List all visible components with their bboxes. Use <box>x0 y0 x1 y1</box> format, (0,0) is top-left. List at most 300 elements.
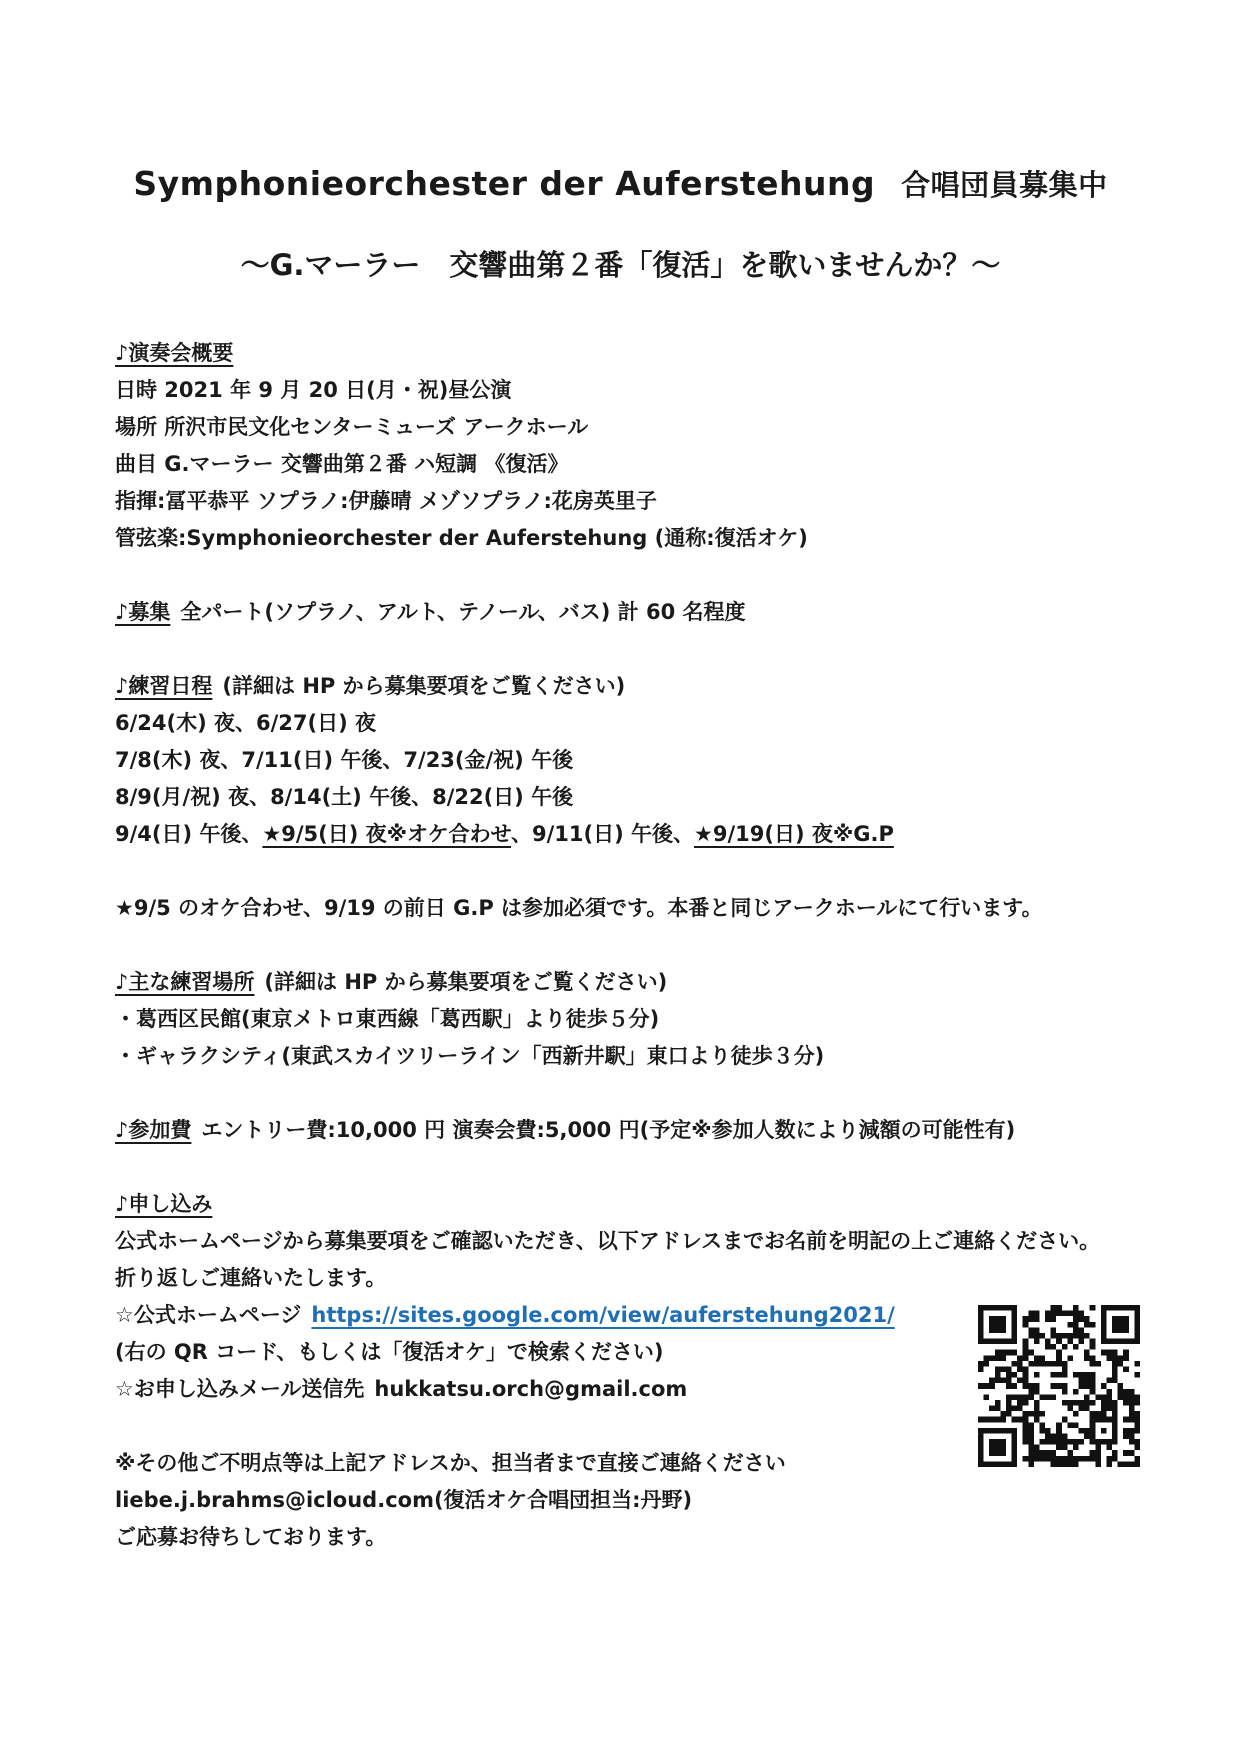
page-title <box>0 163 1241 204</box>
qr-module <box>1006 1411 1012 1417</box>
qr-module <box>1095 1461 1101 1467</box>
qr-module <box>1095 1445 1101 1451</box>
qr-module <box>1106 1350 1112 1356</box>
qr-module <box>989 1439 995 1445</box>
qr-module <box>1090 1450 1096 1456</box>
qr-module <box>1006 1350 1012 1356</box>
qr-module <box>1101 1339 1107 1345</box>
qr-module <box>1000 1417 1006 1423</box>
qr-module <box>1106 1400 1112 1406</box>
qr-module <box>978 1461 984 1467</box>
qr-module <box>1062 1417 1068 1423</box>
qr-module <box>1101 1428 1107 1434</box>
qr-module <box>1028 1316 1034 1322</box>
schedule-sep-11: 、9/11(日) 午後、 <box>511 822 695 846</box>
qr-module <box>1000 1445 1006 1451</box>
qr-module <box>1023 1344 1029 1350</box>
qr-module <box>1034 1316 1040 1322</box>
qr-module <box>1028 1350 1034 1356</box>
qr-module <box>1134 1428 1140 1434</box>
qr-module <box>1056 1350 1062 1356</box>
qr-module <box>1084 1350 1090 1356</box>
qr-module <box>1129 1400 1135 1406</box>
qr-module <box>1134 1422 1140 1428</box>
qr-module <box>1034 1355 1040 1361</box>
qr-module <box>978 1366 984 1372</box>
qr-module <box>1012 1383 1018 1389</box>
qr-module <box>1034 1372 1040 1378</box>
qr-module <box>1123 1400 1129 1406</box>
qr-module <box>1084 1394 1090 1400</box>
qr-module <box>995 1378 1001 1384</box>
qr-module <box>1028 1333 1034 1339</box>
qr-module <box>1023 1417 1029 1423</box>
qr-module <box>1023 1400 1029 1406</box>
schedule-row-august: 8/9(月/祝) 夜、8/14(土) 午後、8/22(日) 午後 <box>115 785 574 809</box>
qr-module <box>1134 1311 1140 1317</box>
qr-module <box>1067 1461 1073 1467</box>
qr-module <box>995 1366 1001 1372</box>
qr-module <box>1112 1433 1118 1439</box>
qr-module <box>989 1355 995 1361</box>
qr-module <box>1095 1450 1101 1456</box>
qr-module <box>1118 1361 1124 1367</box>
qr-module <box>1129 1461 1135 1467</box>
qr-module <box>978 1316 984 1322</box>
qr-module <box>1129 1417 1135 1423</box>
qr-module <box>1045 1433 1051 1439</box>
qr-module <box>1112 1428 1118 1434</box>
qr-module <box>1023 1411 1029 1417</box>
qr-module <box>1106 1339 1112 1345</box>
qr-module <box>1095 1361 1101 1367</box>
concert-date: 日時 2021 年 9 月 20 日(月・祝)昼公演 <box>115 378 512 402</box>
qr-module <box>1000 1439 1006 1445</box>
qr-module <box>995 1355 1001 1361</box>
qr-module <box>1123 1305 1129 1311</box>
qr-module <box>1112 1355 1118 1361</box>
qr-module <box>1051 1461 1057 1467</box>
qr-module <box>1039 1361 1045 1367</box>
qr-module <box>989 1305 995 1311</box>
qr-module <box>978 1333 984 1339</box>
hp-link[interactable]: https://sites.google.com/view/auferstehung2021/ <box>311 1303 895 1327</box>
qr-module <box>1034 1383 1040 1389</box>
qr-module <box>1012 1305 1018 1311</box>
qr-module <box>1017 1417 1023 1423</box>
qr-module <box>1034 1311 1040 1317</box>
qr-module <box>1134 1316 1140 1322</box>
qr-module <box>984 1428 990 1434</box>
qr-module <box>1073 1333 1079 1339</box>
qr-module <box>1062 1400 1068 1406</box>
qr-module <box>1129 1433 1135 1439</box>
qr-module <box>978 1339 984 1345</box>
title-jp: 合唱団員募集中 <box>901 168 1108 202</box>
qr-module <box>1056 1439 1062 1445</box>
apply-mail-line <box>115 1371 1125 1408</box>
qr-module <box>1118 1322 1124 1328</box>
qr-module <box>1062 1439 1068 1445</box>
qr-module <box>1090 1400 1096 1406</box>
apply-line-1: 公式ホームページから募集要項をご確認いただき、以下アドレスまでお名前を明記の上ご連絡ください。 <box>115 1229 1101 1253</box>
qr-module <box>1023 1339 1029 1345</box>
qr-module <box>1112 1361 1118 1367</box>
qr-module <box>1084 1400 1090 1406</box>
qr-module <box>1034 1400 1040 1406</box>
qr-module <box>1090 1339 1096 1345</box>
qr-module <box>1012 1361 1018 1367</box>
schedule-sep-19: ★9/19(日) 夜※G.P <box>694 822 894 846</box>
qr-module <box>984 1461 990 1467</box>
qr-module <box>1118 1394 1124 1400</box>
qr-module <box>1073 1456 1079 1462</box>
qr-module <box>1073 1461 1079 1467</box>
qr-module <box>1123 1327 1129 1333</box>
qr-module <box>1101 1383 1107 1389</box>
qr-module <box>1112 1406 1118 1412</box>
mail-address[interactable]: hukkatsu.orch@gmail.com <box>374 1377 688 1401</box>
qr-module <box>1101 1400 1107 1406</box>
qr-module <box>978 1327 984 1333</box>
qr-module <box>995 1322 1001 1328</box>
qr-module <box>1006 1383 1012 1389</box>
qr-module <box>1028 1422 1034 1428</box>
qr-module <box>1028 1361 1034 1367</box>
qr-module <box>1134 1394 1140 1400</box>
contact-line-1: ※その他ご不明点等は上記アドレスか、担当者まで直接ご連絡ください <box>115 1451 786 1475</box>
qr-module <box>1012 1316 1018 1322</box>
qr-module <box>1112 1411 1118 1417</box>
qr-module <box>1118 1389 1124 1395</box>
qr-module <box>1056 1355 1062 1361</box>
qr-module <box>1023 1372 1029 1378</box>
qr-module <box>978 1428 984 1434</box>
qr-module <box>1084 1333 1090 1339</box>
qr-module <box>1000 1339 1006 1345</box>
qr-module <box>1000 1327 1006 1333</box>
mandatory-notice: ★9/5 のオケ合わせ、9/19 の前日 G.P は参加必須です。本番と同じアークホールにて行います。 <box>115 896 1043 920</box>
qr-module <box>1006 1406 1012 1412</box>
qr-module <box>1062 1383 1068 1389</box>
qr-module <box>995 1372 1001 1378</box>
fee-line <box>115 1112 1125 1149</box>
qr-module <box>1134 1400 1140 1406</box>
qr-module <box>995 1406 1001 1412</box>
qr-module <box>1017 1406 1023 1412</box>
qr-module <box>1023 1316 1029 1322</box>
qr-module <box>1073 1322 1079 1328</box>
qr-module <box>1101 1350 1107 1356</box>
qr-module <box>1090 1417 1096 1423</box>
qr-module <box>1028 1456 1034 1462</box>
qr-module <box>984 1394 990 1400</box>
qr-module <box>1073 1316 1079 1322</box>
qr-module <box>1062 1445 1068 1451</box>
qr-module <box>1006 1366 1012 1372</box>
qr-module <box>978 1433 984 1439</box>
qr-module <box>1056 1372 1062 1378</box>
qr-module <box>1118 1305 1124 1311</box>
qr-module <box>1101 1406 1107 1412</box>
qr-module <box>1084 1383 1090 1389</box>
qr-module <box>1006 1378 1012 1384</box>
qr-module <box>1056 1433 1062 1439</box>
qr-module <box>1000 1461 1006 1467</box>
qr-module <box>1134 1411 1140 1417</box>
qr-module <box>1034 1456 1040 1462</box>
qr-module <box>1056 1461 1062 1467</box>
qr-module <box>1101 1439 1107 1445</box>
schedule-heading: ♪練習日程 <box>115 674 213 698</box>
qr-module <box>1000 1305 1006 1311</box>
qr-module <box>1023 1428 1029 1434</box>
qr-module <box>1101 1316 1107 1322</box>
contact-line-3: ご応募お待ちしております。 <box>115 1525 387 1549</box>
qr-module <box>989 1322 995 1328</box>
qr-module <box>978 1456 984 1462</box>
qr-module <box>1023 1383 1029 1389</box>
qr-module <box>1000 1450 1006 1456</box>
qr-module <box>1067 1311 1073 1317</box>
qr-module <box>1045 1428 1051 1434</box>
qr-module <box>1123 1389 1129 1395</box>
qr-module <box>1084 1456 1090 1462</box>
qr-module <box>1079 1333 1085 1339</box>
venue-item-galaxcity: ・ギャラクシティ(東武スカイツリーライン「西新井駅」東口より徒歩３分) <box>115 1044 825 1068</box>
qr-module <box>1067 1355 1073 1361</box>
qr-module <box>1106 1305 1112 1311</box>
qr-module <box>1023 1433 1029 1439</box>
qr-module <box>978 1311 984 1317</box>
qr-module <box>1051 1327 1057 1333</box>
qr-module <box>1106 1445 1112 1451</box>
qr-module <box>1129 1339 1135 1345</box>
qr-module <box>995 1350 1001 1356</box>
qr-module <box>989 1445 995 1451</box>
qr-module <box>1079 1311 1085 1317</box>
qr-module <box>1106 1439 1112 1445</box>
qr-module <box>1062 1389 1068 1395</box>
qr-module <box>1023 1378 1029 1384</box>
qr-module <box>1056 1361 1062 1367</box>
qr-module <box>1034 1327 1040 1333</box>
qr-module <box>1106 1389 1112 1395</box>
qr-module <box>1028 1389 1034 1395</box>
qr-module <box>989 1406 995 1412</box>
qr-module <box>1090 1433 1096 1439</box>
qr-module <box>1051 1433 1057 1439</box>
qr-module <box>995 1316 1001 1322</box>
qr-module <box>1034 1411 1040 1417</box>
qr-module <box>1118 1316 1124 1322</box>
qr-module <box>1084 1406 1090 1412</box>
qr-module <box>1034 1445 1040 1451</box>
qr-module <box>1067 1439 1073 1445</box>
qr-module <box>1006 1339 1012 1345</box>
qr-module <box>1073 1422 1079 1428</box>
qr-module <box>1023 1456 1029 1462</box>
qr-module <box>1118 1355 1124 1361</box>
qr-module <box>1112 1422 1118 1428</box>
schedule-sep-5: ★9/5(日) 夜※オケ合わせ <box>262 822 511 846</box>
qr-module <box>1012 1333 1018 1339</box>
qr-module <box>984 1339 990 1345</box>
qr-module <box>1112 1450 1118 1456</box>
concert-heading: ♪演奏会概要 <box>115 341 234 365</box>
qr-module <box>1056 1456 1062 1462</box>
qr-module <box>995 1339 1001 1345</box>
apply-hp-line <box>115 1297 1125 1334</box>
qr-module <box>978 1445 984 1451</box>
qr-module <box>1017 1394 1023 1400</box>
qr-module <box>1112 1439 1118 1445</box>
qr-module <box>1090 1305 1096 1311</box>
qr-module <box>1028 1445 1034 1451</box>
concert-place: 場所 所沢市民文化センターミューズ アークホール <box>115 415 589 439</box>
title-en: Symphonieorchester der Auferstehung <box>133 164 876 203</box>
qr-module <box>1123 1316 1129 1322</box>
qr-module <box>1129 1439 1135 1445</box>
qr-module <box>989 1383 995 1389</box>
qr-module <box>1028 1327 1034 1333</box>
qr-code-icon[interactable] <box>978 1305 1140 1467</box>
schedule-row-july: 7/8(木) 夜、7/11(日) 午後、7/23(金/祝) 午後 <box>115 748 574 772</box>
qr-module <box>984 1355 990 1361</box>
qr-module <box>1079 1327 1085 1333</box>
qr-module <box>1051 1394 1057 1400</box>
concert-orchestra: 管弦楽:Symphonieorchester der Auferstehung (通称:復活オケ) <box>115 526 808 550</box>
qr-module <box>1012 1456 1018 1462</box>
qr-module <box>1056 1383 1062 1389</box>
schedule-note: (詳細は HP から募集要項をご覧ください) <box>222 674 626 698</box>
qr-module <box>1028 1433 1034 1439</box>
qr-module <box>1073 1400 1079 1406</box>
qr-module <box>1045 1394 1051 1400</box>
qr-module <box>1051 1333 1057 1339</box>
qr-module <box>1051 1305 1057 1311</box>
qr-module <box>1073 1372 1079 1378</box>
qr-module <box>1112 1400 1118 1406</box>
qr-module <box>1129 1305 1135 1311</box>
qr-module <box>1034 1333 1040 1339</box>
qr-module <box>1039 1333 1045 1339</box>
qr-module <box>1101 1417 1107 1423</box>
qr-module <box>1006 1461 1012 1467</box>
qr-module <box>1129 1406 1135 1412</box>
qr-module <box>1101 1311 1107 1317</box>
qr-module <box>1000 1355 1006 1361</box>
qr-module <box>1051 1361 1057 1367</box>
qr-module <box>1028 1450 1034 1456</box>
qr-module <box>1123 1350 1129 1356</box>
qr-module <box>1062 1456 1068 1462</box>
qr-module <box>1134 1305 1140 1311</box>
qr-module <box>1073 1311 1079 1317</box>
qr-module <box>1000 1316 1006 1322</box>
qr-module <box>984 1383 990 1389</box>
qr-module <box>1062 1366 1068 1372</box>
apply-qr-note: (右の QR コード、もしくは「復活オケ」で検索ください) <box>115 1340 664 1364</box>
qr-module <box>1129 1394 1135 1400</box>
qr-module <box>1012 1350 1018 1356</box>
qr-module <box>1028 1428 1034 1434</box>
qr-module <box>1123 1355 1129 1361</box>
qr-module <box>1090 1344 1096 1350</box>
qr-module <box>1000 1411 1006 1417</box>
qr-module <box>978 1439 984 1445</box>
qr-module <box>1051 1383 1057 1389</box>
qr-module <box>1028 1383 1034 1389</box>
qr-module <box>1079 1383 1085 1389</box>
qr-module <box>1106 1378 1112 1384</box>
qr-module <box>1039 1394 1045 1400</box>
qr-module <box>1056 1305 1062 1311</box>
qr-module <box>1045 1344 1051 1350</box>
qr-module <box>1012 1433 1018 1439</box>
qr-module <box>989 1461 995 1467</box>
qr-module <box>1012 1417 1018 1423</box>
qr-module <box>1084 1316 1090 1322</box>
qr-module <box>1056 1311 1062 1317</box>
schedule-row-september <box>115 816 1125 853</box>
qr-module <box>1028 1461 1034 1467</box>
qr-module <box>1034 1417 1040 1423</box>
qr-module <box>1045 1316 1051 1322</box>
qr-module <box>1012 1450 1018 1456</box>
qr-module <box>1079 1439 1085 1445</box>
qr-module <box>1012 1339 1018 1345</box>
qr-module <box>1112 1350 1118 1356</box>
qr-module <box>1017 1400 1023 1406</box>
qr-module <box>1134 1417 1140 1423</box>
qr-module <box>1067 1339 1073 1345</box>
qr-module <box>1062 1311 1068 1317</box>
qr-module <box>1006 1305 1012 1311</box>
qr-module <box>1106 1394 1112 1400</box>
qr-module <box>1123 1417 1129 1423</box>
qr-module <box>989 1428 995 1434</box>
qr-module <box>1106 1406 1112 1412</box>
qr-module <box>995 1417 1001 1423</box>
qr-module <box>1134 1439 1140 1445</box>
qr-module <box>1079 1428 1085 1434</box>
mail-label: ☆お申し込みメール送信先 <box>115 1377 365 1401</box>
qr-module <box>978 1417 984 1423</box>
qr-module <box>1045 1456 1051 1462</box>
qr-module <box>1062 1372 1068 1378</box>
recruit-text: 全パート(ソプラノ、アルト、テノール、バス) 計 60 名程度 <box>180 600 746 624</box>
qr-module <box>1090 1422 1096 1428</box>
qr-module <box>1034 1361 1040 1367</box>
hp-label: ☆公式ホームページ <box>115 1303 302 1327</box>
qr-module <box>1101 1411 1107 1417</box>
qr-module <box>1134 1327 1140 1333</box>
qr-module <box>1012 1327 1018 1333</box>
qr-module <box>984 1361 990 1367</box>
qr-module <box>1056 1339 1062 1345</box>
qr-module <box>1056 1445 1062 1451</box>
qr-module <box>1101 1322 1107 1328</box>
qr-module <box>1090 1439 1096 1445</box>
qr-module <box>1084 1372 1090 1378</box>
qr-module <box>1090 1411 1096 1417</box>
qr-module <box>1101 1394 1107 1400</box>
qr-module <box>1123 1322 1129 1328</box>
venue-heading-line <box>115 964 1125 1001</box>
qr-module <box>1012 1428 1018 1434</box>
qr-module <box>1079 1316 1085 1322</box>
